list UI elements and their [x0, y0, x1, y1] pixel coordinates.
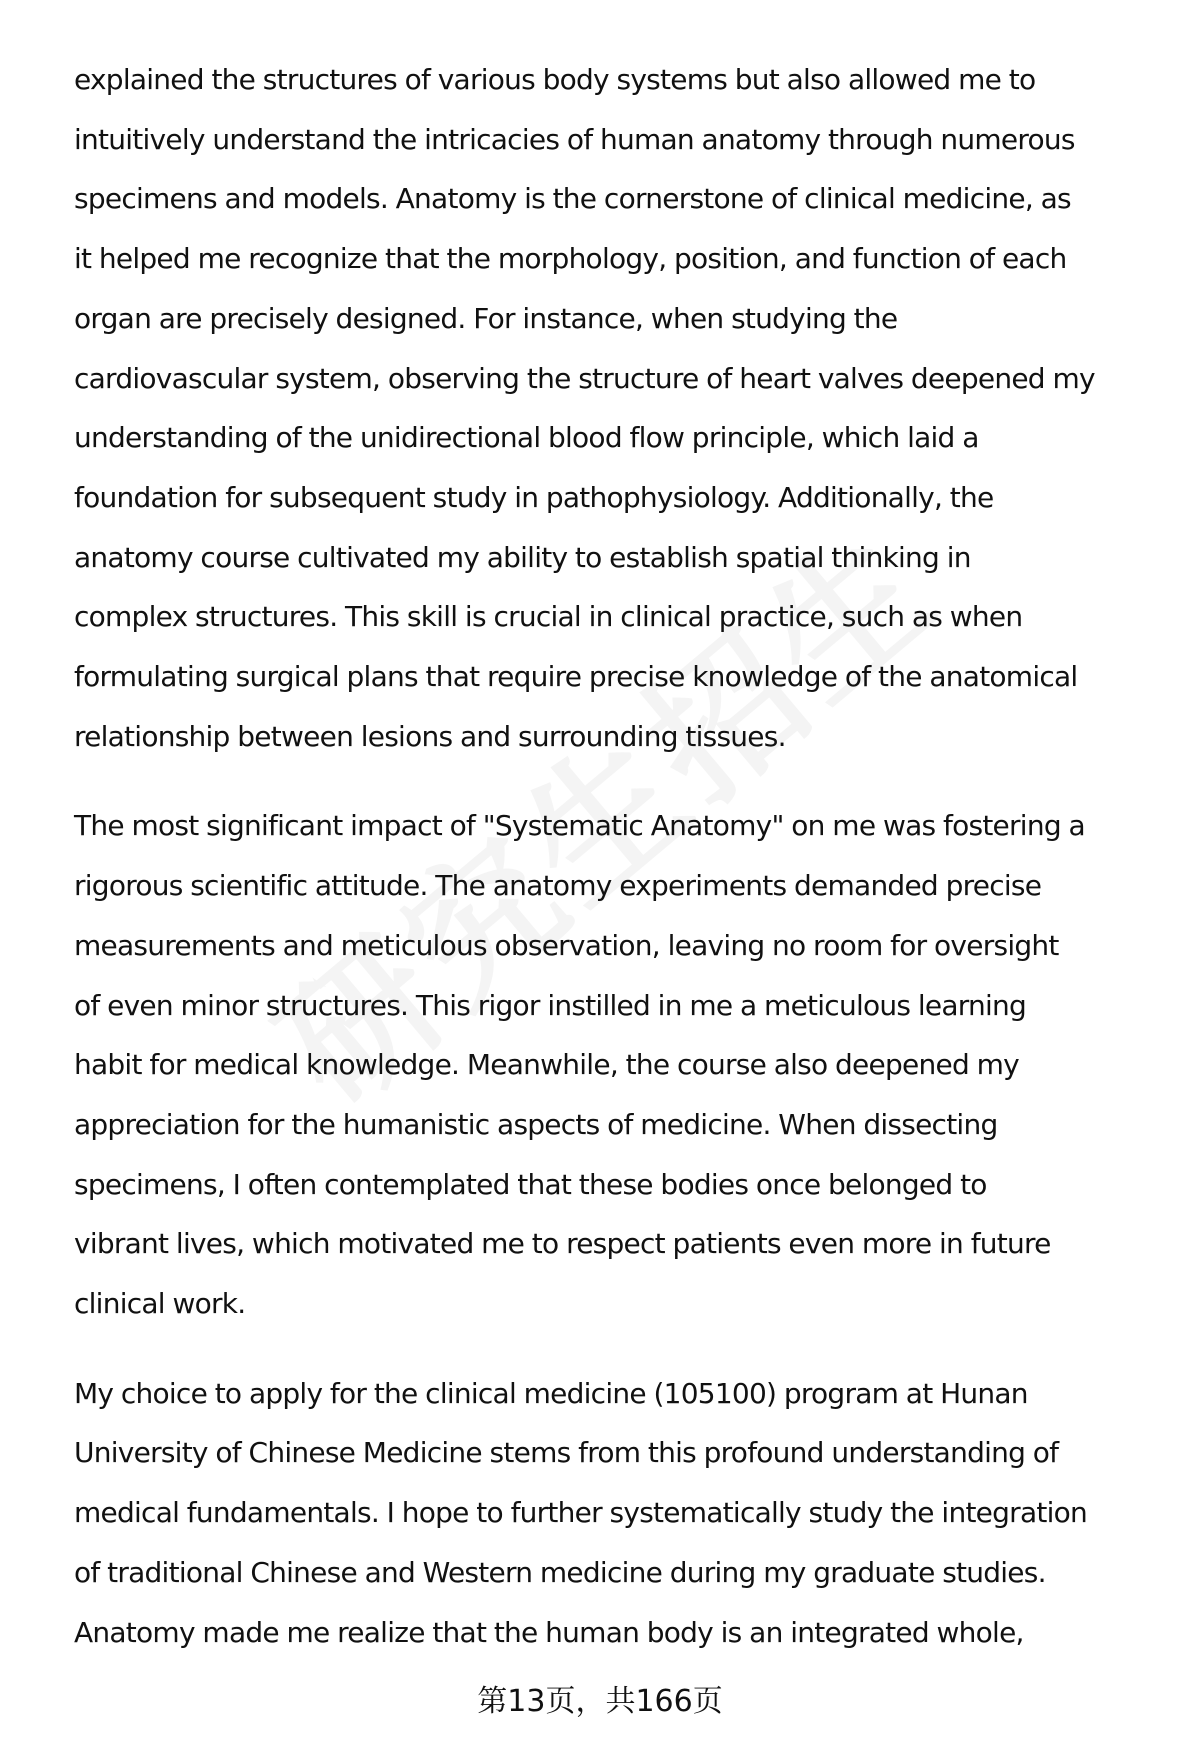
- text-line: measurements and meticulous observation, leaving no room for oversight: [74, 928, 1059, 962]
- text-line: My choice to apply for the clinical medicine (105100) program at Hunan: [74, 1376, 1028, 1410]
- text-line: appreciation for the humanistic aspects of medicine. When dissecting: [74, 1107, 998, 1141]
- text-line: cardiovascular system, observing the structure of heart valves deepened my: [74, 361, 1095, 395]
- text-line: of even minor structures. This rigor instilled in me a meticulous learning: [74, 988, 1027, 1022]
- document-body: [74, 50, 1164, 1662]
- text-line: habit for medical knowledge. Meanwhile, the course also deepened my: [74, 1048, 1019, 1082]
- text-line: specimens, I often contemplated that these bodies once belonged to: [74, 1167, 987, 1201]
- text-line: The most significant impact of "Systematic Anatomy" on me was fostering a: [74, 809, 1085, 843]
- text-line: relationship between lesions and surrounding tissues.: [74, 719, 786, 753]
- text-line: complex structures. This skill is crucial in clinical practice, such as when: [74, 600, 1023, 634]
- text-line: understanding of the unidirectional blood flow principle, which laid a: [74, 421, 979, 455]
- text-line: foundation for subsequent study in pathophysiology. Additionally, the: [74, 480, 994, 514]
- text-line: University of Chinese Medicine stems from this profound understanding of: [74, 1436, 1059, 1470]
- text-line: clinical work.: [74, 1287, 246, 1321]
- text-line: organ are precisely designed. For instance, when studying the: [74, 301, 898, 335]
- text-line: vibrant lives, which motivated me to respect patients even more in future: [74, 1227, 1051, 1261]
- text-line: formulating surgical plans that require precise knowledge of the anatomical: [74, 660, 1078, 694]
- text-line: medical fundamentals. I hope to further systematically study the integration: [74, 1496, 1087, 1530]
- paragraph-1: [74, 50, 1164, 766]
- page-number: 第13页，共166页: [477, 1684, 723, 1719]
- text-line: intuitively understand the intricacies of human anatomy through numerous: [74, 122, 1075, 156]
- text-line: explained the structures of various body systems but also allowed me to: [74, 63, 1036, 96]
- text-line: rigorous scientific attitude. The anatomy experiments demanded precise: [74, 869, 1042, 903]
- paragraph-3: [74, 1364, 1164, 1663]
- text-line: Anatomy made me realize that the human body is an integrated whole,: [74, 1615, 1024, 1649]
- text-line: it helped me recognize that the morphology, position, and function of each: [74, 242, 1067, 276]
- text-line: anatomy course cultivated my ability to establish spatial thinking in: [74, 540, 971, 574]
- text-line: of traditional Chinese and Western medicine during my graduate studies.: [74, 1555, 1046, 1589]
- text-line: specimens and models. Anatomy is the cornerstone of clinical medicine, as: [74, 182, 1071, 216]
- paragraph-2: [74, 796, 1164, 1333]
